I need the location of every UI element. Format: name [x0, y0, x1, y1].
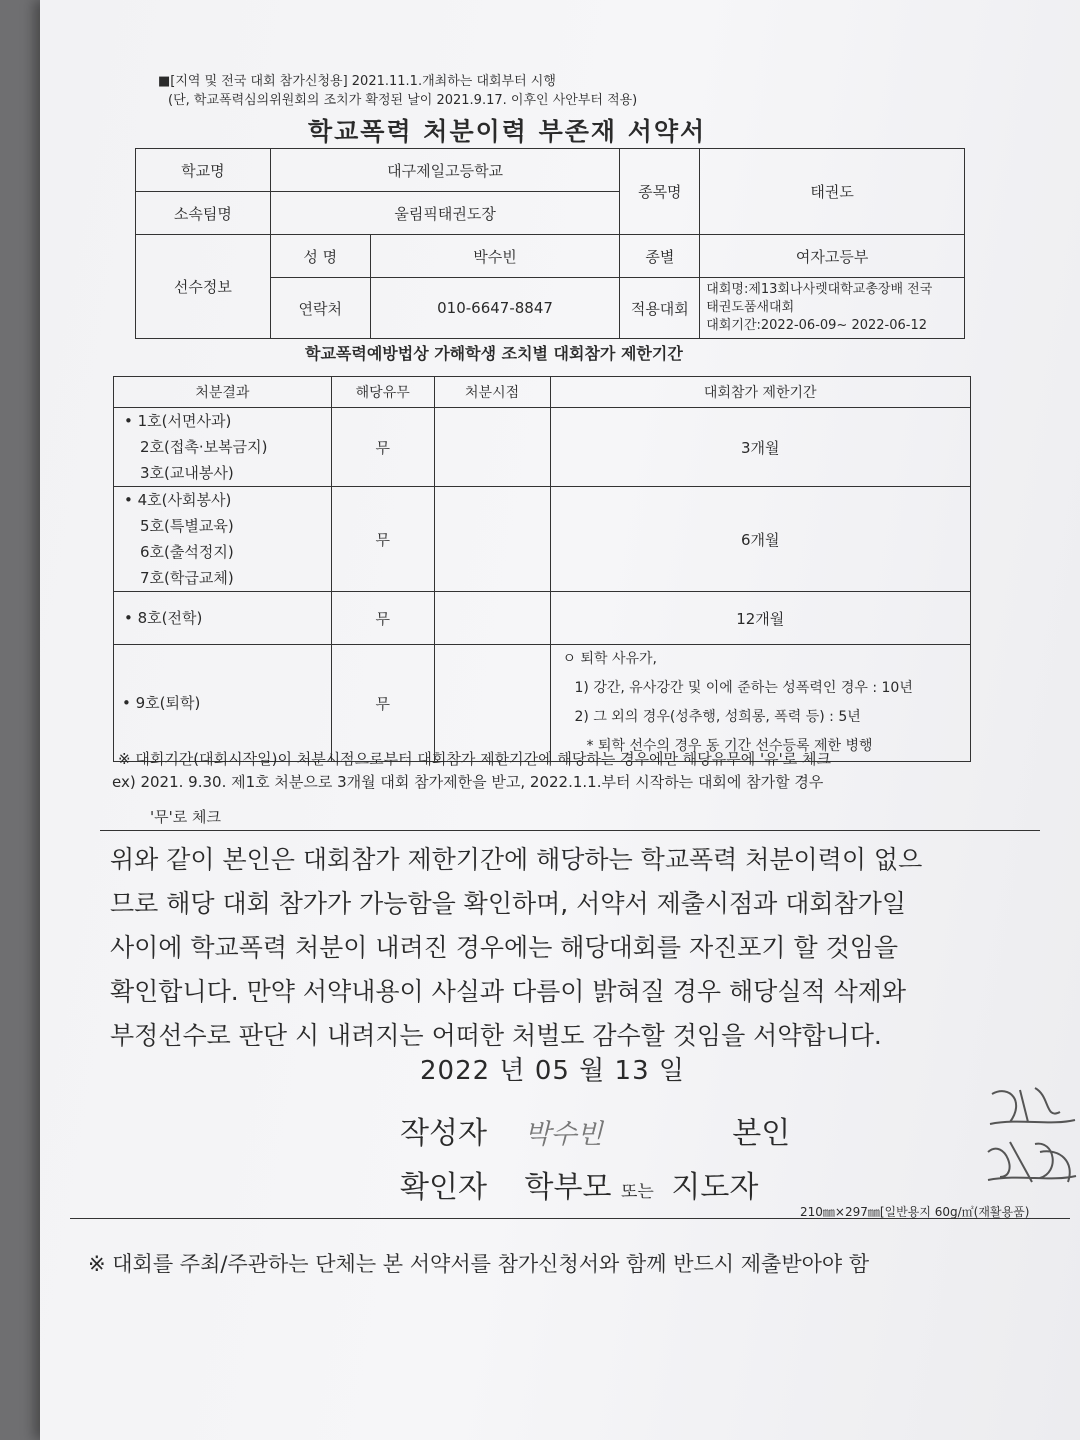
expulsion-conditions — [550, 645, 971, 762]
pledge-line: 사이에 학교폭력 처분이 내려진 경우에는 해당대회를 자진포기 할 것임을 — [110, 933, 899, 962]
header-date: 처분시점 — [434, 377, 550, 408]
date-value — [434, 487, 550, 592]
table-row — [114, 408, 971, 487]
parent-label: 학부모 — [524, 1170, 612, 1205]
result-item: 5호(특별교육) — [140, 517, 234, 535]
restriction-table — [113, 376, 971, 762]
pledge-paragraph — [110, 838, 922, 1058]
result-cell — [114, 645, 332, 762]
footer-note: ※ 대회를 주최/주관하는 단체는 본 서약서를 참가신청서와 함께 반드시 제출받아야 함 — [88, 1252, 870, 1276]
coach-label: 지도자 — [671, 1170, 759, 1205]
result-item: 3호(교내봉사) — [140, 464, 234, 482]
self-label: 본인 — [732, 1116, 791, 1151]
date-value — [434, 592, 550, 645]
period-value: 6개월 — [550, 487, 971, 592]
contact-label: 연락처 — [270, 278, 370, 339]
event-info — [700, 278, 965, 339]
school-label: 학교명 — [136, 149, 271, 192]
result-item: 7호(학급교체) — [140, 569, 234, 587]
team-value: 울림픽태권도장 — [270, 192, 620, 235]
applies-value: 무 — [331, 592, 434, 645]
division-value: 여자고등부 — [700, 235, 965, 278]
pledge-date: 2022 년 05 월 13 일 — [420, 1056, 686, 1086]
writer-row — [400, 1108, 790, 1152]
header-period: 대회참가 제한기간 — [550, 377, 971, 408]
note-line-3: '무'로 체크 — [150, 808, 221, 826]
result-item: 2호(접촉·보복금지) — [140, 438, 268, 456]
pledge-line: 부정선수로 판단 시 내려지는 어떠한 처벌도 감수할 것임을 서약합니다. — [110, 1021, 882, 1050]
table-row — [114, 487, 971, 592]
date-value — [434, 408, 550, 487]
note-line-1: ※ 대회기간(대회시작일)이 처분시점으로부터 대회참가 제한기간에 해당하는 경우에만 해당유무에 '유'로 체크 — [118, 750, 831, 768]
result-item: • 4호(사회봉사) — [124, 491, 232, 509]
applies-value: 무 — [331, 645, 434, 762]
result-cell — [114, 592, 332, 645]
writer-signature: 박수빈 — [524, 1119, 603, 1150]
confirmer-label: 확인자 — [400, 1170, 487, 1205]
pledge-line: 확인합니다. 만약 서약내용이 사실과 다름이 밝혀질 경우 해당실적 삭제와 — [110, 977, 907, 1006]
document-title: 학교폭력 처분이력 부존재 서약서 — [308, 117, 707, 146]
division-label: 종별 — [620, 235, 700, 278]
condition-line: 1) 강간, 유사강간 및 이에 준하는 성폭력인 경우 : 10년 — [574, 680, 913, 696]
event-period: 대회기간:2022-06-09~ 2022-06-12 — [706, 318, 928, 333]
period-value: 3개월 — [550, 408, 971, 487]
pledge-line: 므로 해당 대회 참가가 가능함을 확인하며, 서약서 제출시점과 대회참가일 — [110, 889, 907, 918]
header-result: 처분결과 — [114, 377, 332, 408]
header-line-2: (단, 학교폭력심의위원회의 조치가 확정된 날이 2021.9.17. 이후인 사안부터 적용) — [168, 93, 638, 108]
condition-line: * 퇴학 선수의 경우 동 기간 선수등록 제한 병행 — [586, 738, 873, 754]
condition-line: ㅇ 퇴학 사유가, — [562, 651, 657, 667]
divider — [100, 830, 1040, 831]
team-label: 소속팀명 — [136, 192, 271, 235]
table-row — [114, 592, 971, 645]
applies-value: 무 — [331, 487, 434, 592]
contact-value: 010-6647-8847 — [370, 278, 620, 339]
period-value: 12개월 — [550, 592, 971, 645]
date-value — [434, 645, 550, 762]
condition-line: 2) 그 외의 경우(성추행, 성희롱, 폭력 등) : 5년 — [574, 709, 861, 725]
result-item: • 9호(퇴학) — [122, 694, 201, 712]
player-info-label: 선수정보 — [136, 235, 271, 339]
confirmer-row — [400, 1162, 758, 1206]
note-line-2: ex) 2021. 9.30. 제1호 처분으로 3개월 대회 참가제한을 받고, 2022.1.1.부터 시작하는 대회에 참가할 경우 — [112, 773, 824, 791]
applies-value: 무 — [331, 408, 434, 487]
document-page — [40, 0, 1080, 1440]
restriction-subtitle: 학교폭력예방법상 가해학생 조치별 대회참가 제한기간 — [305, 344, 683, 363]
result-item: • 1호(서면사과) — [124, 412, 232, 430]
result-item: 6호(출석정지) — [140, 543, 234, 561]
pledge-line: 위와 같이 본인은 대회참가 제한기간에 해당하는 학교폭력 처분이력이 없으 — [110, 845, 923, 874]
writer-label: 작성자 — [400, 1116, 487, 1151]
table-row — [114, 645, 971, 762]
sport-label: 종목명 — [620, 149, 700, 235]
header-line-1: ■[지역 및 전국 대회 참가신청용] 2021.11.1.개최하는 대회부터 시행 — [158, 74, 556, 89]
paper-spec: 210㎜×297㎜[일반용지 60g/㎡(재활용품) — [800, 1205, 1030, 1219]
event-name-line-2: 태권도품새대회 — [706, 300, 795, 315]
info-table — [135, 148, 965, 339]
result-item: • 8호(전학) — [124, 609, 203, 627]
event-name-line-1: 대회명:제13회나사렛대학교총장배 전국 — [706, 282, 933, 297]
school-value: 대구제일고등학교 — [270, 149, 620, 192]
header-applies: 해당유무 — [331, 377, 434, 408]
sport-value: 태권도 — [700, 149, 965, 235]
name-value: 박수빈 — [370, 235, 620, 278]
signature-scribble-icon — [980, 1082, 1080, 1192]
result-cell — [114, 487, 332, 592]
event-label: 적용대회 — [620, 278, 700, 339]
result-cell — [114, 408, 332, 487]
name-label: 성 명 — [270, 235, 370, 278]
or-label: 또는 — [621, 1182, 654, 1202]
